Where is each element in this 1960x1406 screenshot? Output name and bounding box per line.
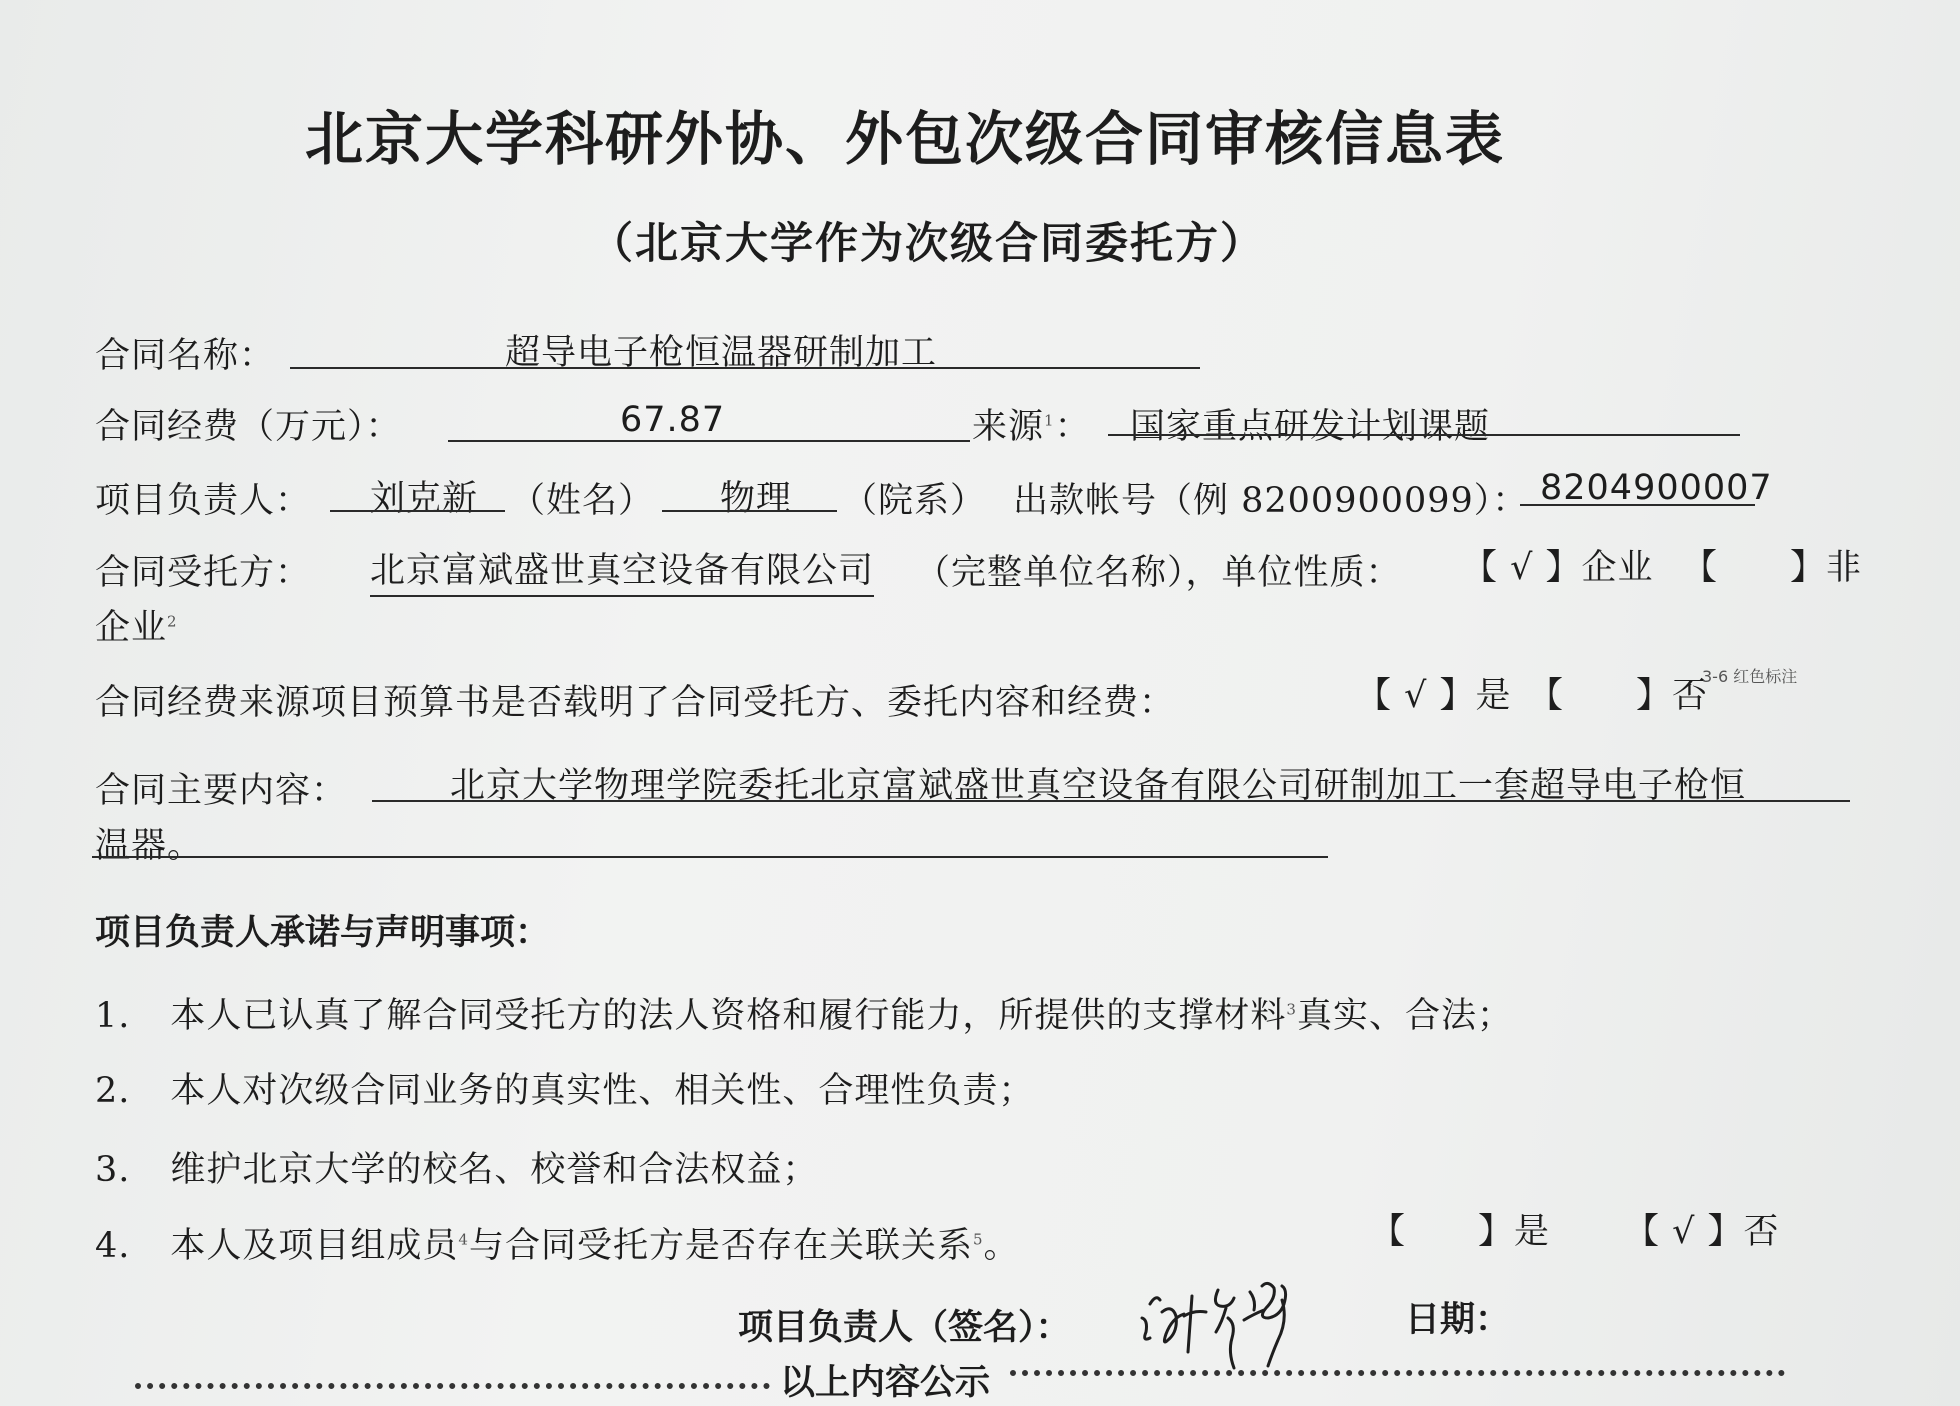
project-leader-line <box>330 510 505 512</box>
signature-label: 项目负责人（签名）： <box>738 1308 1071 1348</box>
contract-name-line <box>290 367 1200 369</box>
funding-source-label: 来源$^1$： <box>972 407 1091 447</box>
non-enterprise-checkbox[interactable]: 【 】非 <box>1682 548 1863 588</box>
project-leader-value: 刘克新 <box>370 479 479 519</box>
dotted-line-left <box>135 1383 770 1389</box>
public-notice-label: 以上内容公示 <box>780 1363 991 1403</box>
content-underline-1 <box>372 800 1850 802</box>
account-value: 8204900007 <box>1540 468 1773 508</box>
department-hint: （院系） <box>842 481 987 521</box>
commitment-heading: 项目负责人承诺与声明事项： <box>95 913 551 953</box>
commitment-item-4: 4. 本人及项目组成员$^4$与合同受托方是否存在关联关系$^5$。 <box>95 1226 1020 1266</box>
content-line-2: 温器。 <box>95 826 204 866</box>
related-yes-checkbox[interactable]: 【 】是 <box>1370 1212 1551 1252</box>
project-leader-label: 项目负责人： <box>95 481 312 521</box>
account-label: 出款帐号（例 8200900099）： <box>1013 481 1529 521</box>
department-value: 物理 <box>720 479 793 519</box>
handwritten-signature <box>1132 1256 1352 1376</box>
budget-note: 3-6 红色标注 <box>1702 667 1798 686</box>
document-title: 北京大学科研外协、外包次级合同审核信息表 <box>305 105 1506 173</box>
funding-source-value: 国家重点研发计划课题 <box>1130 407 1491 447</box>
document-subtitle: （北京大学作为次级合同委托方） <box>590 219 1265 269</box>
budget-question: 合同经费来源项目预算书是否载明了合同受托方、委托内容和经费： <box>95 683 1176 723</box>
funding-source-line <box>1108 434 1740 436</box>
content-line-1: 北京大学物理学院委托北京富斌盛世真空设备有限公司研制加工一套超导电子枪恒 <box>450 766 1747 806</box>
commitment-item-2: 2. 本人对次级合同业务的真实性、相关性、合理性负责； <box>95 1071 1035 1111</box>
commitment-item-3: 3. 维护北京大学的校名、校誉和合法权益； <box>95 1150 819 1190</box>
date-label: 日期： <box>1405 1300 1511 1340</box>
budget-no-checkbox[interactable]: 【 】否 <box>1528 676 1709 716</box>
department-line <box>662 510 837 512</box>
contract-fee-value: 67.87 <box>620 400 726 440</box>
contract-fee-line <box>448 440 970 442</box>
non-enterprise-continuation: 企业$^2$ <box>95 608 178 648</box>
trustee-value: 北京富斌盛世真空设备有限公司 <box>370 543 874 597</box>
related-no-checkbox[interactable]: 【 √ 】否 <box>1624 1212 1780 1252</box>
contract-fee-label: 合同经费（万元）： <box>95 407 402 447</box>
leader-name-hint: （姓名） <box>510 481 655 521</box>
content-label: 合同主要内容： <box>95 771 348 811</box>
trustee-label: 合同受托方： <box>95 553 312 593</box>
budget-yes-checkbox[interactable]: 【 √ 】是 <box>1356 676 1512 716</box>
contract-name-label: 合同名称： <box>95 336 276 376</box>
dotted-line-right <box>1010 1370 1785 1376</box>
contract-name-value: 超导电子枪恒温器研制加工 <box>505 333 938 373</box>
trustee-hint: （完整单位名称），单位性质： <box>915 553 1402 593</box>
account-line <box>1520 504 1755 506</box>
enterprise-checkbox[interactable]: 【 √ 】企业 <box>1462 548 1654 588</box>
content-underline-2 <box>92 856 1328 858</box>
commitment-item-1: 1. 本人已认真了解合同受托方的法人资格和履行能力，所提供的支撑材料$^3$真实、合法； <box>95 996 1513 1036</box>
